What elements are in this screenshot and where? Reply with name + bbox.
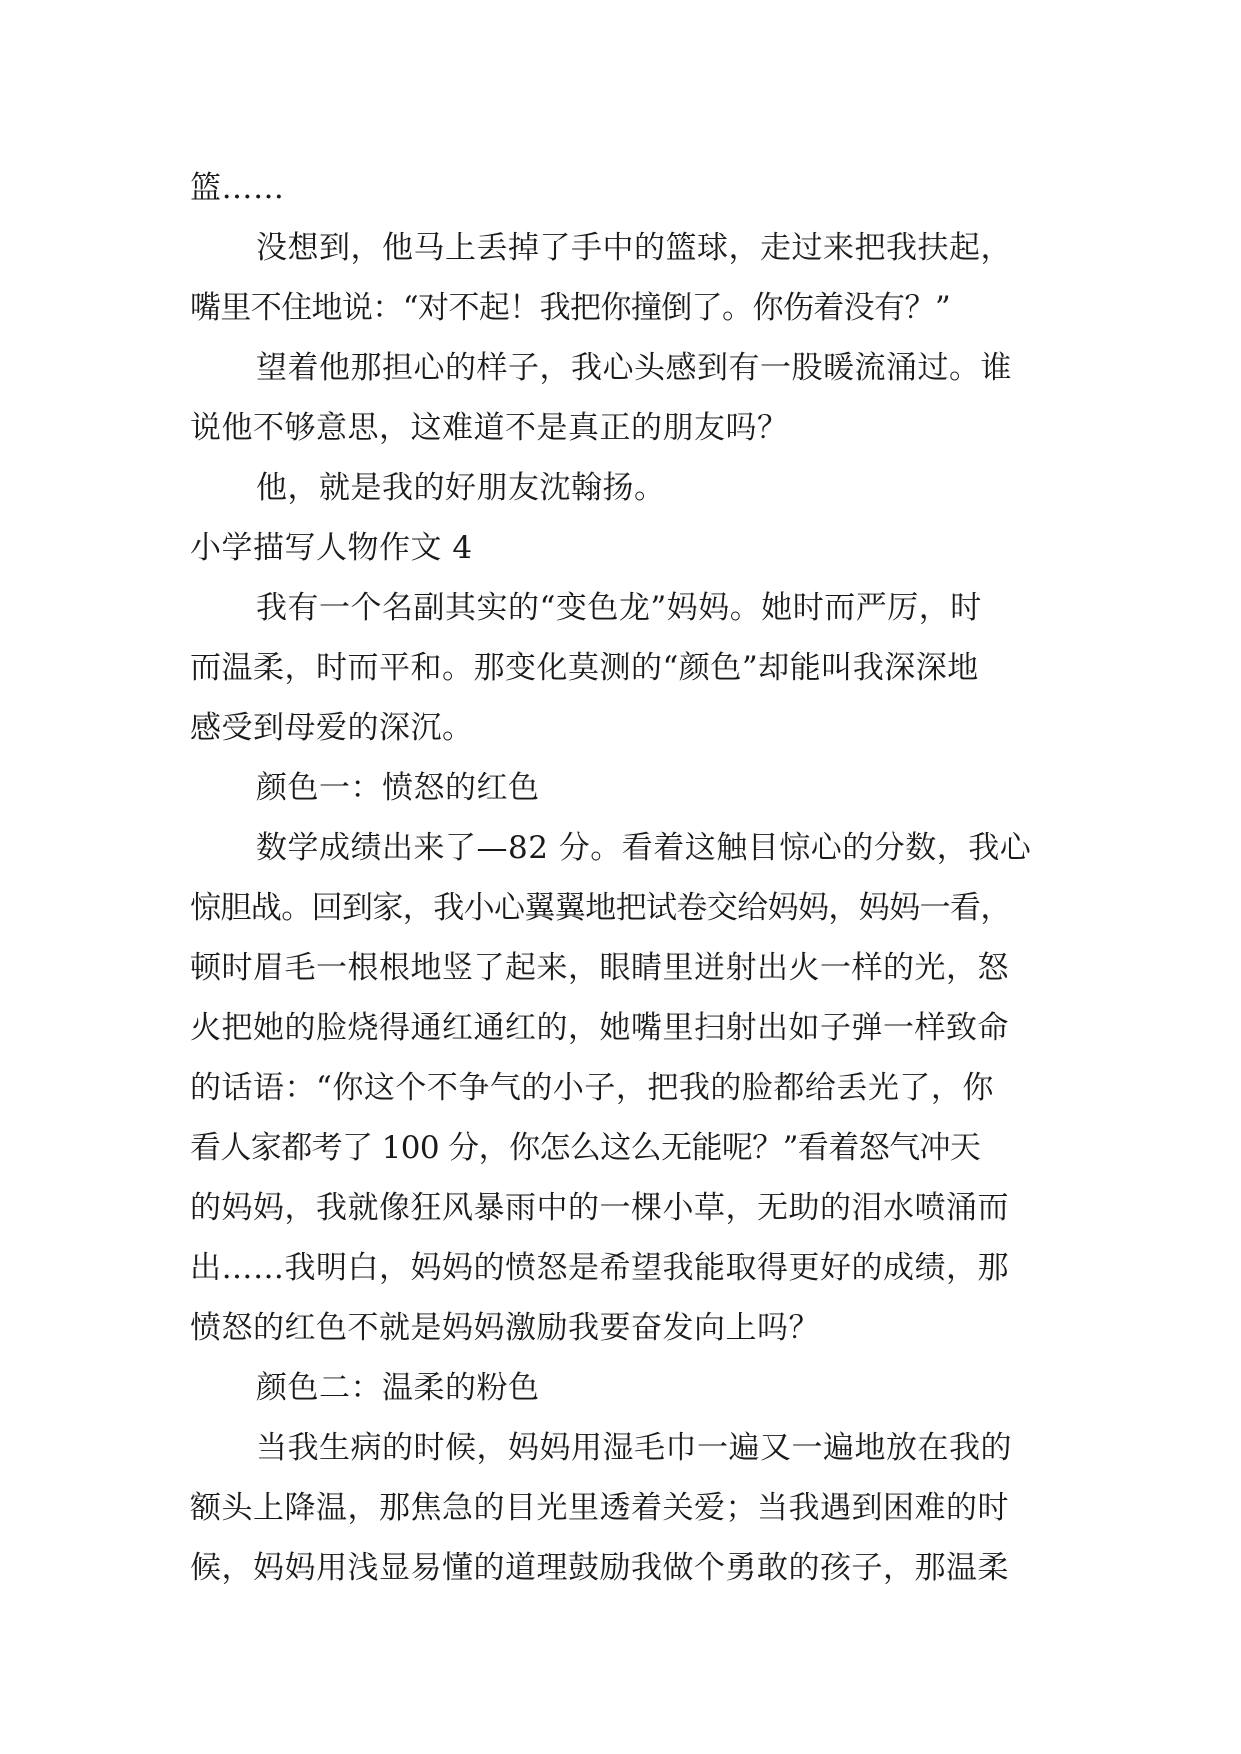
paragraph-first-line: 没想到，他马上丢掉了手中的篮球，走过来把我扶起， <box>256 230 1012 266</box>
paragraph-first-line: 当我生病的时候，妈妈用湿毛巾一遍又一遍地放在我的 <box>256 1430 1012 1466</box>
text-line: 惊胆战。回到家，我小心翼翼地把试卷交给妈妈，妈妈一看， <box>190 890 1011 926</box>
text-line: 篮…… <box>190 170 285 206</box>
subheading: 颜色二：温柔的粉色 <box>256 1370 540 1406</box>
paragraph-first-line: 他，就是我的好朋友沈翰扬。 <box>256 470 666 506</box>
text-line: 的妈妈，我就像狂风暴雨中的一棵小草，无助的泪水喷涌而 <box>190 1190 1009 1226</box>
text-line: 说他不够意思，这难道不是真正的朋友吗？ <box>190 410 789 446</box>
paragraph-first-line: 我有一个名副其实的“变色龙”妈妈。她时而严厉，时 <box>256 590 982 626</box>
paragraph-first-line: 数学成绩出来了—82 分。看着这触目惊心的分数，我心 <box>256 830 1032 866</box>
text-line: 的话语：“你这个不争气的小子，把我的脸都给丢光了，你 <box>190 1070 994 1106</box>
text-line: 顿时眉毛一根根地竖了起来，眼睛里迸射出火一样的光，怒 <box>190 950 1009 986</box>
text-line: 候，妈妈用浅显易懂的道理鼓励我做个勇敢的孩子，那温柔 <box>190 1550 1009 1586</box>
section-heading: 小学描写人物作文 4 <box>190 530 473 566</box>
text-line: 看人家都考了 100 分，你怎么这么无能呢？”看着怒气冲天 <box>190 1130 981 1166</box>
text-line: 感受到母爱的深沉。 <box>190 710 474 746</box>
text-line: 火把她的脸烧得通红通红的，她嘴里扫射出如子弹一样致命 <box>190 1010 1009 1046</box>
subheading: 颜色一：愤怒的红色 <box>256 770 540 806</box>
text-line: 嘴里不住地说：“对不起！我把你撞倒了。你伤着没有？” <box>190 290 951 326</box>
text-line: 愤怒的红色不就是妈妈激励我要奋发向上吗？ <box>190 1310 820 1346</box>
text-line: 出……我明白，妈妈的愤怒是希望我能取得更好的成绩，那 <box>190 1250 1009 1286</box>
paragraph-first-line: 望着他那担心的样子，我心头感到有一股暖流涌过。谁 <box>256 350 1012 386</box>
body-text <box>190 158 1050 1598</box>
text-line: 额头上降温，那焦急的目光里透着关爱；当我遇到困难的时 <box>190 1490 1009 1526</box>
text-line: 而温柔，时而平和。那变化莫测的“颜色”却能叫我深深地 <box>190 650 979 686</box>
